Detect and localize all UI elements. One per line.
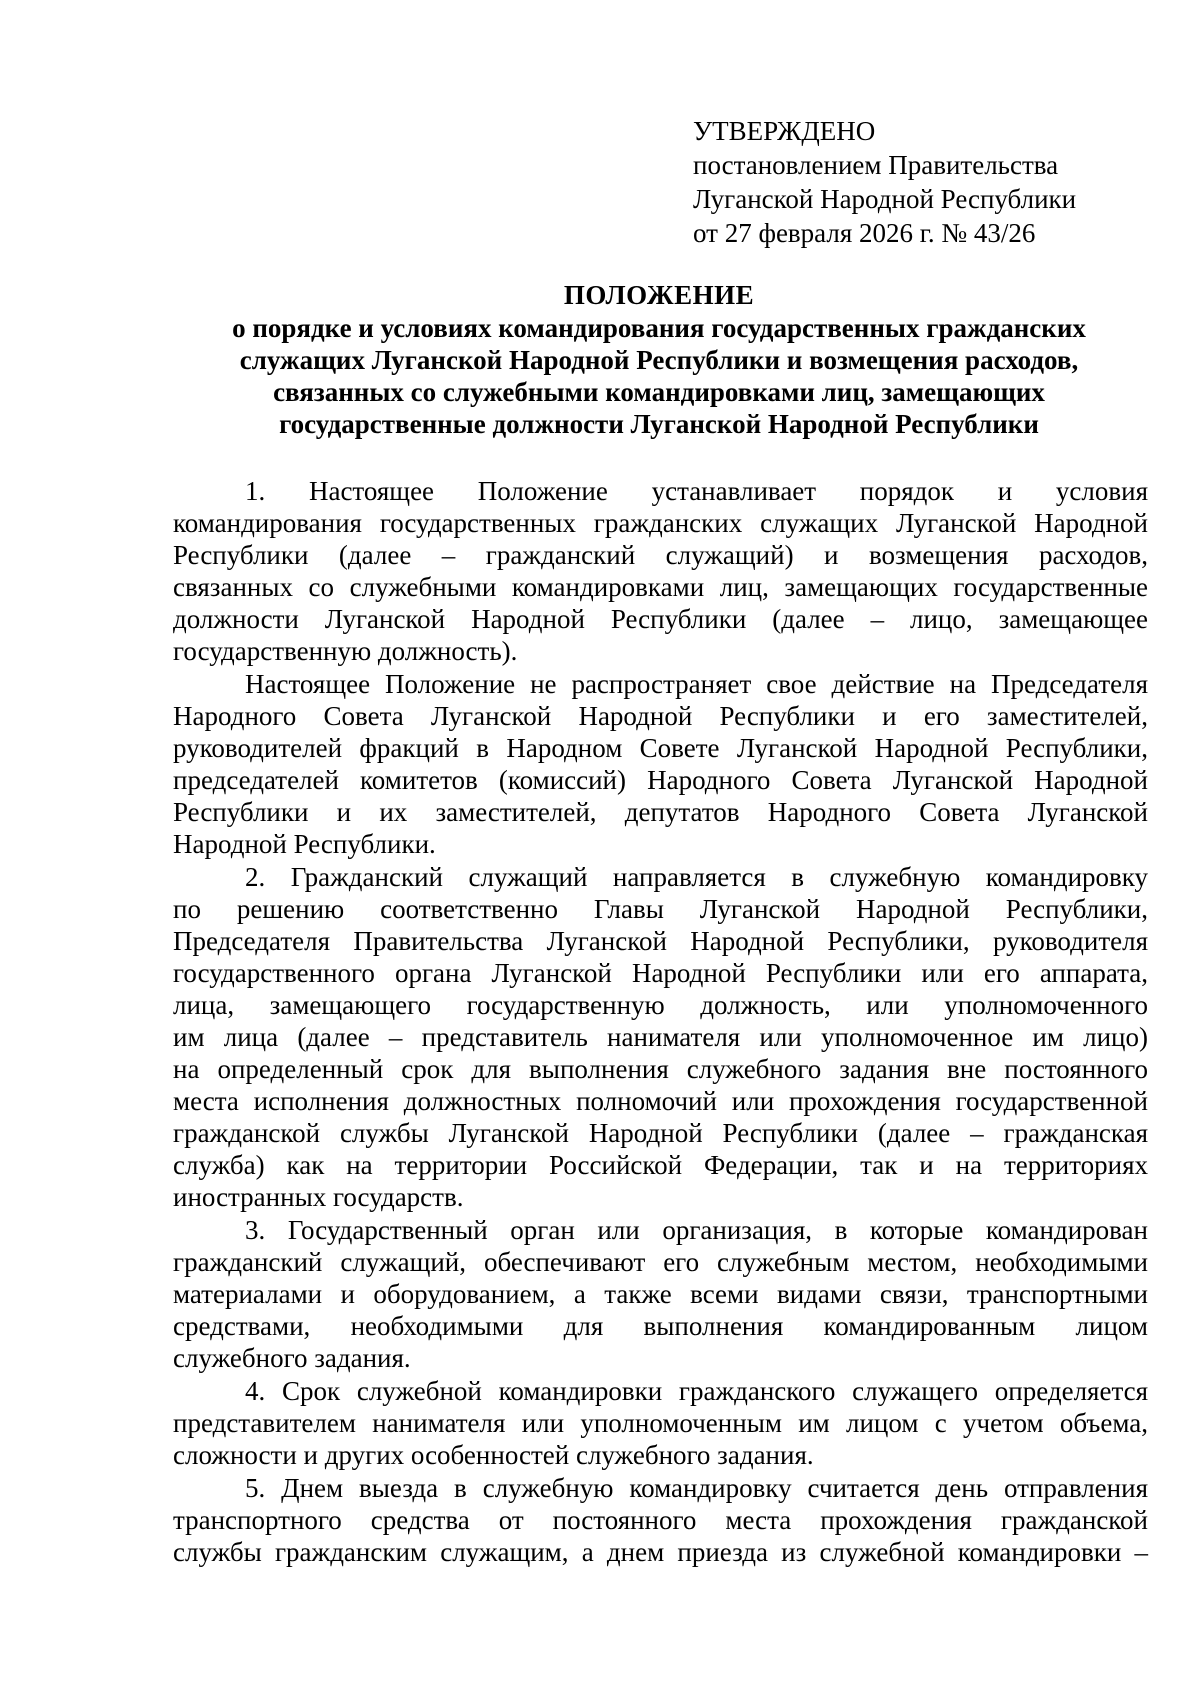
paragraph-line: государственную должность). xyxy=(173,636,518,666)
paragraph-line: командирования государственных гражданских служащих Луганской Народной xyxy=(173,508,1148,538)
paragraph-line: государственного органа Луганской Народной Республики или его аппарата, xyxy=(173,958,1148,988)
paragraph-line: 3. Государственный орган или организация, в которые командирован xyxy=(245,1215,1148,1245)
paragraph-line: 5. Днем выезда в служебную командировку считается день отправления xyxy=(245,1473,1148,1503)
paragraph-5 xyxy=(173,1472,1148,1568)
subtitle-line: служащих Луганской Народной Республики и возмещения расходов, xyxy=(239,345,1079,375)
document-subtitle xyxy=(170,312,1148,440)
paragraph-line: должности Луганской Народной Республики (далее – лицо, замещающее xyxy=(173,604,1148,634)
paragraph-line: председателей комитетов (комиссий) Народного Совета Луганской Народной xyxy=(173,765,1148,795)
approval-line-3: Луганской Народной Республики xyxy=(693,184,1077,214)
paragraph-line: 1. Настоящее Положение устанавливает порядок и условия xyxy=(245,476,1148,506)
paragraph-line: служебного задания. xyxy=(173,1343,411,1373)
paragraph-2 xyxy=(173,861,1148,1213)
paragraph-line: связанных со служебными командировками лиц, замещающих государственные xyxy=(173,572,1148,602)
paragraph-line: Народной Республики. xyxy=(173,829,436,859)
paragraph-line: сложности и других особенностей служебного задания. xyxy=(173,1440,814,1470)
paragraph-line: Настоящее Положение не распространяет свое действие на Председателя xyxy=(245,669,1148,699)
paragraph-line: Республики и их заместителей, депутатов Народного Совета Луганской xyxy=(173,797,1148,827)
paragraph-line: транспортного средства от постоянного места прохождения гражданской xyxy=(173,1505,1148,1535)
document-title: ПОЛОЖЕНИЕ xyxy=(563,280,755,310)
paragraph-line: гражданский служащий, обеспечивают его служебным местом, необходимыми xyxy=(173,1247,1148,1277)
approval-line-2: постановлением Правительства xyxy=(693,150,1059,180)
paragraph-1-exception xyxy=(173,668,1148,860)
paragraph-line: места исполнения должностных полномочий или прохождения государственной xyxy=(173,1086,1148,1116)
paragraph-line: Народного Совета Луганской Народной Республики и его заместителей, xyxy=(173,701,1148,731)
paragraph-4 xyxy=(173,1375,1148,1471)
paragraph-line: служба) как на территории Российской Федерации, так и на территориях xyxy=(173,1150,1148,1180)
paragraph-line: представителем нанимателя или уполномоченным им лицом с учетом объема, xyxy=(173,1408,1148,1438)
document-body xyxy=(173,475,1148,1569)
paragraph-line: на определенный срок для выполнения служебного задания вне постоянного xyxy=(173,1054,1148,1084)
paragraph-line: Председателя Правительства Луганской Народной Республики, руководителя xyxy=(173,926,1148,956)
subtitle-line: о порядке и условиях командирования государственных гражданских xyxy=(232,313,1086,343)
subtitle-line: государственные должности Луганской Народной Республики xyxy=(279,409,1039,439)
paragraph-1 xyxy=(173,475,1148,667)
paragraph-3 xyxy=(173,1214,1148,1374)
subtitle-line: связанных со служебными командировками лиц, замещающих xyxy=(273,377,1045,407)
paragraph-line: 4. Срок служебной командировки гражданского служащего определяется xyxy=(245,1376,1148,1406)
paragraph-line: материалами и оборудованием, а также всеми видами связи, транспортными xyxy=(173,1279,1148,1309)
approval-line-4: от 27 февраля 2026 г. № 43/26 xyxy=(693,218,1036,248)
document-title-block xyxy=(170,278,1148,440)
paragraph-line: Республики (далее – гражданский служащий) и возмещения расходов, xyxy=(173,540,1148,570)
paragraph-line: службы гражданским служащим, а днем приезда из служебной командировки – xyxy=(173,1537,1148,1567)
paragraph-line: 2. Гражданский служащий направляется в служебную командировку xyxy=(245,862,1148,892)
paragraph-line: по решению соответственно Главы Луганской Народной Республики, xyxy=(173,894,1148,924)
approval-line-1: УТВЕРЖДЕНО xyxy=(693,116,876,146)
paragraph-line: руководителей фракций в Народном Совете Луганской Народной Республики, xyxy=(173,733,1148,763)
paragraph-line: иностранных государств. xyxy=(173,1182,464,1212)
paragraph-line: лица, замещающего государственную должность, или уполномоченного xyxy=(173,990,1148,1020)
approval-stamp xyxy=(693,114,1173,250)
paragraph-line: средствами, необходимыми для выполнения командированным лицом xyxy=(173,1311,1148,1341)
paragraph-line: им лица (далее – представитель нанимателя или уполномоченное им лицо) xyxy=(173,1022,1148,1052)
paragraph-line: гражданской службы Луганской Народной Республики (далее – гражданская xyxy=(173,1118,1148,1148)
